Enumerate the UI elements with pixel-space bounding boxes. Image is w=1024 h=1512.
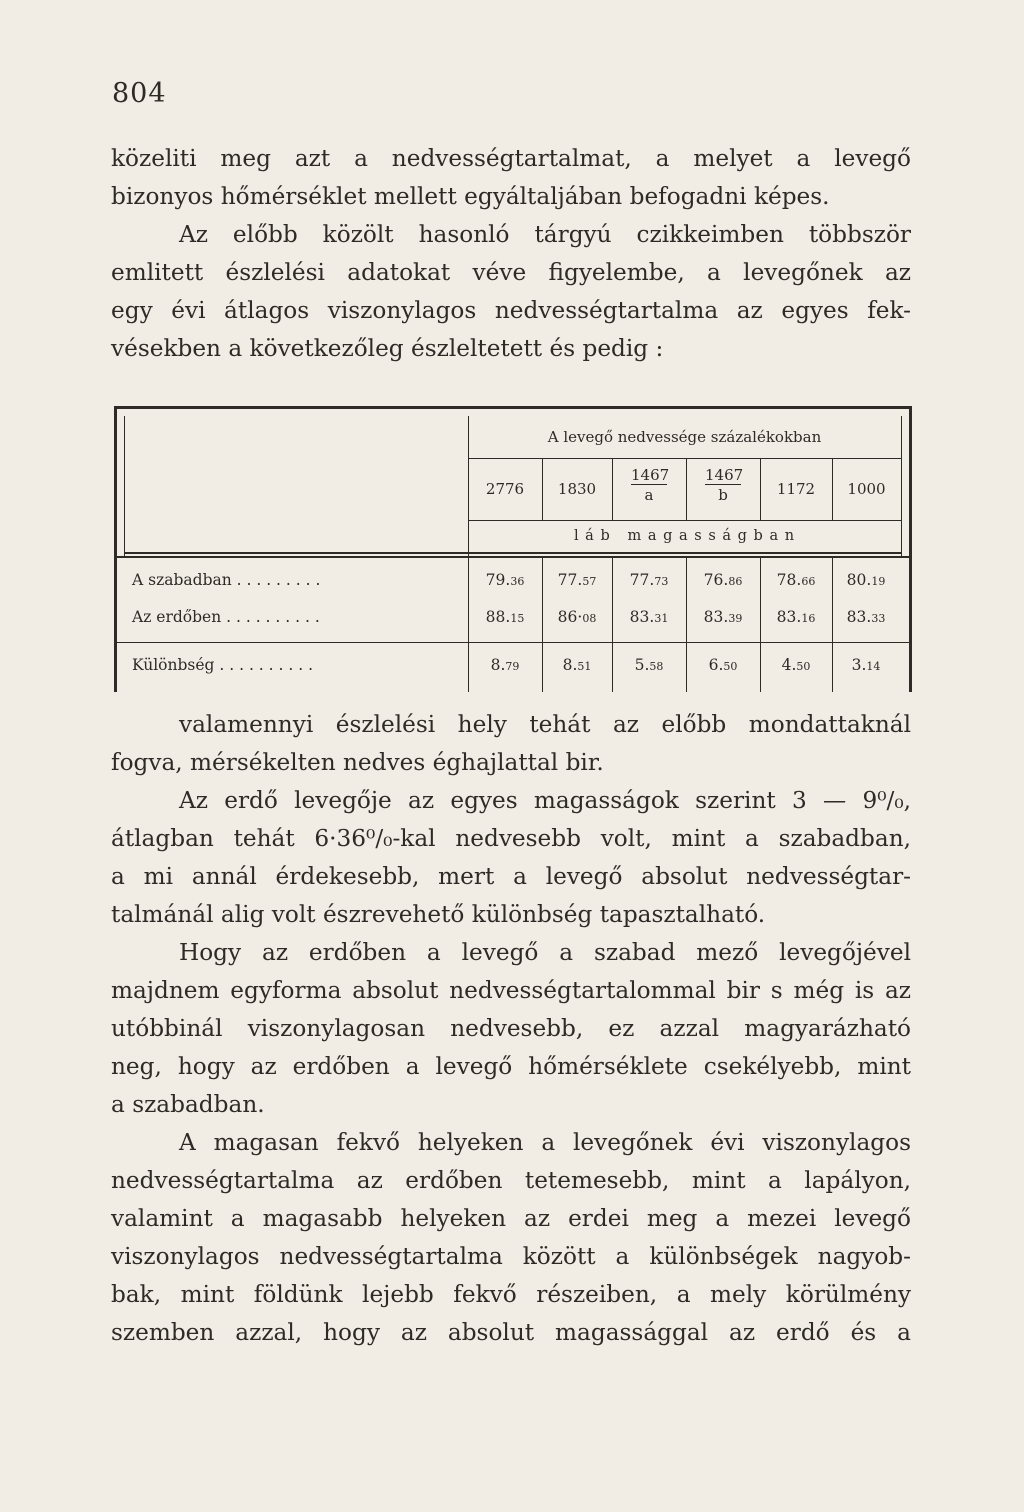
text-line: utóbbinál viszonylagosan nedvesebb, ez azzal magyarázható: [111, 1015, 911, 1042]
column-header: 1172: [776, 480, 816, 498]
text-line: majdnem egyforma absolut nedvességtartalommal bir s még is az: [111, 977, 911, 1004]
text-line: talmánál alig volt észrevehető különbség tapasztalható.: [111, 901, 766, 928]
text-line: Az előbb közölt hasonló tárgyú czikkeimben többször: [179, 221, 911, 248]
table-cell: 83.16: [776, 608, 816, 626]
text-line: közeliti meg azt a nedvességtartalmat, a melyet a levegő: [111, 145, 911, 172]
text-line: fogva, mérsékelten nedves éghajlattal bir.: [111, 749, 604, 776]
row-label: Az erdőben . . . . . . . . . .: [132, 608, 320, 626]
text-line: emlitett észlelési adatokat véve figyelembe, a levegőnek az: [111, 259, 911, 286]
table-cell: 79.36: [485, 571, 525, 589]
table-cell: 78.66: [776, 571, 816, 589]
table-cell: 6.50: [708, 656, 738, 674]
text-line: nedvességtartalma az erdőben tetemesebb, mint a lapályon,: [111, 1167, 911, 1194]
table-cell: 4.50: [781, 656, 811, 674]
text-line: átlagban tehát 6·36⁰/₀-kal nedvesebb volt, mint a szabadban,: [111, 825, 911, 852]
column-header-bottom: b: [718, 486, 728, 504]
table-cell: 3.14: [851, 656, 881, 674]
table-cell: 76.86: [703, 571, 743, 589]
table-cell: 86·08: [557, 608, 597, 626]
column-header-bottom: a: [644, 486, 654, 504]
row-label: A szabadban . . . . . . . . .: [132, 571, 321, 589]
text-line: szemben azzal, hogy az absolut magassággal az erdő és a: [111, 1319, 911, 1346]
table-cell: 83.33: [846, 608, 886, 626]
text-line: egy évi átlagos viszonylagos nedvességtartalma az egyes fek-: [111, 297, 911, 324]
text-line: A magasan fekvő helyeken a levegőnek évi viszonylagos: [179, 1129, 911, 1156]
table-cell: 88.15: [485, 608, 525, 626]
table-cell: 5.58: [634, 656, 664, 674]
table-cell: 8.79: [490, 656, 520, 674]
text-line: Hogy az erdőben a levegő a szabad mező levegőjével: [179, 939, 911, 966]
table-cell: 8.51: [562, 656, 592, 674]
text-line: Az erdő levegője az egyes magasságok szerint 3 — 9⁰/₀,: [179, 787, 911, 814]
text-line: a mi annál érdekesebb, mert a levegő absolut nedvességtar-: [111, 863, 911, 890]
text-line: valamint a magasabb helyeken az erdei meg a mezei levegő: [111, 1205, 911, 1232]
text-line: viszonylagos nedvességtartalma között a különbségek nagyob-: [111, 1243, 911, 1270]
table-header: A levegő nedvessége százalékokban: [547, 428, 822, 446]
table-cell: 77.73: [629, 571, 669, 589]
table-cell: 77.57: [557, 571, 597, 589]
text-line: vésekben a következőleg észleltetett és pedig :: [111, 335, 664, 362]
column-header: [619, 466, 679, 505]
column-header-top: 1467: [705, 466, 744, 484]
text-line: valamennyi észlelési hely tehát az előbb mondattaknál: [179, 711, 911, 738]
text-line: a szabadban.: [111, 1091, 265, 1118]
table-cell: 83.39: [703, 608, 743, 626]
paragraph-body: [111, 706, 911, 1352]
humidity-table: [114, 406, 912, 692]
table-cell: 83.31: [629, 608, 669, 626]
row-label: Különbség . . . . . . . . . .: [132, 656, 314, 674]
column-header: 2776: [485, 480, 525, 498]
column-header-top: 1467: [631, 466, 670, 484]
table-subheader: l á b m a g a s s á g b a n: [573, 528, 796, 544]
text-line: bizonyos hőmérséklet mellett egyáltaljában befogadni képes.: [111, 183, 830, 210]
column-header: 1000: [847, 480, 886, 498]
text-line: neg, hogy az erdőben a levegő hőmérséklete csekélyebb, mint: [111, 1053, 911, 1080]
text-line: bak, mint földünk lejebb fekvő részeiben, a mely körülmény: [111, 1281, 911, 1308]
table-cell: 80.19: [846, 571, 886, 589]
column-header: [693, 466, 753, 505]
column-header: 1830: [557, 480, 597, 498]
paragraph-intro: [111, 140, 911, 368]
page-number: 804: [112, 78, 167, 109]
